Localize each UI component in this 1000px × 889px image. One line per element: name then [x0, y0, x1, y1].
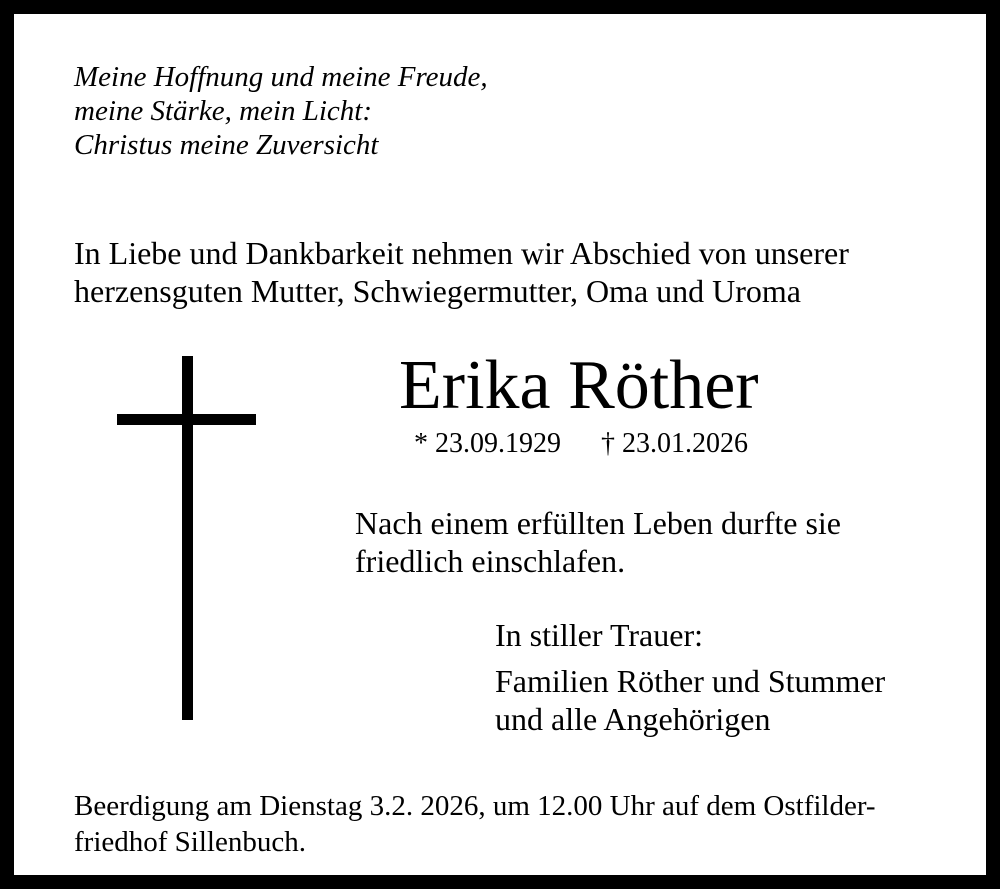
funeral-notice [74, 788, 876, 860]
intro-line: In Liebe und Dankbarkeit nehmen wir Abschied von unserer [74, 235, 849, 271]
bible-verse [74, 60, 488, 162]
life-line: Nach einem erfüllten Leben durfte sie [355, 505, 841, 541]
life-dates [414, 427, 748, 461]
deceased-name: Erika Röther [399, 347, 759, 424]
mourners-line: und alle Angehörigen [495, 701, 771, 737]
funeral-line: Beerdigung am Dienstag 3.2. 2026, um 12.00 Uhr auf dem Ostfilder- [74, 790, 876, 822]
verse-line: Christus meine Zuversicht [74, 129, 379, 161]
life-line: friedlich einschlafen. [355, 543, 626, 579]
verse-line: Meine Hoffnung und meine Freude, [74, 61, 488, 93]
mourning-heading: In stiller Trauer: [495, 617, 703, 653]
mourners-line: Familien Röther und Stummer [495, 663, 886, 699]
cross-vertical-beam [182, 356, 193, 720]
mourners-block [495, 616, 885, 738]
death-date: † 23.01.2026 [601, 428, 748, 459]
farewell-intro [74, 234, 849, 310]
funeral-line: friedhof Sillenbuch. [74, 826, 306, 858]
cross-horizontal-beam [117, 414, 256, 425]
verse-line: meine Stärke, mein Licht: [74, 95, 372, 127]
intro-line: herzensguten Mutter, Schwiegermutter, Oma und Uroma [74, 273, 801, 309]
birth-date: * 23.09.1929 [414, 428, 561, 459]
life-statement [355, 504, 841, 580]
